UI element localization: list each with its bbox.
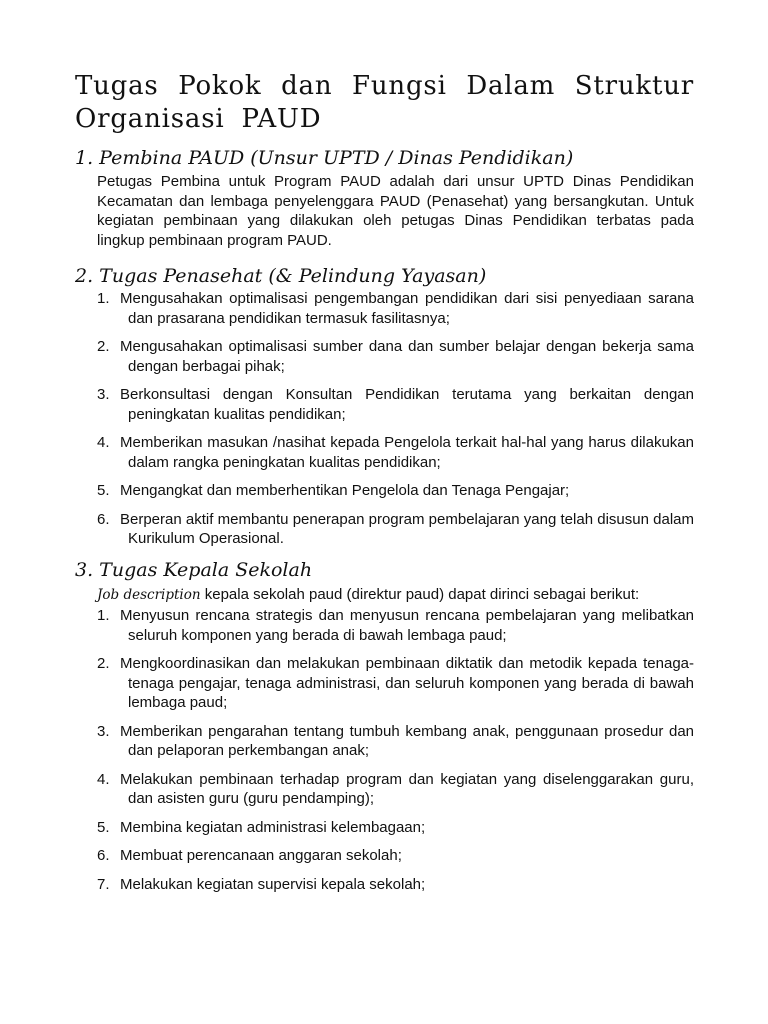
list-item	[75, 481, 694, 501]
list-item	[75, 654, 694, 713]
section-pembina	[75, 146, 694, 250]
list-item-number: 5.	[97, 482, 110, 499]
list-item-text: Memberikan masukan /nasihat kepada Pengelola terkait hal-hal yang harus dilakukan dalam rangka peningkatan kualitas pendidikan;	[120, 434, 694, 471]
list-item-number: 2.	[97, 338, 110, 355]
list-item-text: Mengusahakan optimalisasi pengembangan pendidikan dari sisi penyediaan sarana dan prasarana pendidikan termasuk fasilitasnya;	[120, 290, 694, 327]
list-item	[75, 606, 694, 645]
list-item	[75, 289, 694, 328]
list-item-number: 6.	[97, 847, 110, 864]
title-line-1: Tugas Pokok dan Fungsi Dalam Struktur	[75, 71, 694, 101]
list-item-number: 3.	[97, 386, 110, 403]
list-item-text: Membina kegiatan administrasi kelembagaan;	[120, 818, 426, 836]
list-item	[75, 875, 694, 895]
kepala-sekolah-list	[75, 606, 694, 894]
list-item-number: 1.	[97, 607, 110, 624]
list-item-text: Mengangkat dan memberhentikan Pengelola dan Tenaga Pengajar;	[120, 482, 570, 499]
section-paragraph: Petugas Pembina untuk Program PAUD adalah dari unsur UPTD Dinas Pendidikan Kecamatan dan lembaga penyelenggara PAUD (Penasehat) yang bersangkutan. Untuk kegiatan pembinaan yang dilakukan oleh petugas Dinas Pendidikan terbatas pada lingkup pembinaan program PAUD.	[97, 173, 694, 249]
intro-rest: kepala sekolah paud (direktur paud) dapat dirinci sebagai berikut:	[200, 585, 640, 603]
list-item-number: 1.	[97, 290, 110, 307]
list-item-number: 3.	[97, 722, 110, 740]
list-item-text: Mengkoordinasikan dan melakukan pembinaan diktatik dan metodik kepada tenaga-tenaga pengajar, tenaga administrasi, dan seluruh komponen yang berada di bawah lembaga paud;	[120, 655, 694, 711]
document-page	[75, 70, 694, 903]
list-item-text: Menyusun rencana strategis dan menyusun rencana pembelajaran yang melibatkan seluruh komponen yang berada di bawah lembaga paud;	[120, 607, 694, 644]
list-item	[75, 770, 694, 809]
list-item-text: Mengusahakan optimalisasi sumber dana dan sumber belajar dengan bekerja sama dengan berbagai pihak;	[120, 338, 694, 375]
list-item-text: Melakukan pembinaan terhadap program dan kegiatan yang diselenggarakan guru, dan asisten guru (guru pendamping);	[120, 770, 694, 807]
section-kepala-sekolah	[75, 558, 694, 895]
section-intro	[97, 585, 694, 606]
list-item-number: 4.	[97, 434, 110, 451]
list-item	[75, 818, 694, 838]
section-heading: 1. Pembina PAUD (Unsur UPTD / Dinas Pendidikan)	[75, 147, 574, 169]
list-item-number: 7.	[97, 875, 110, 893]
list-item-text: Memberikan pengarahan tentang tumbuh kembang anak, penggunaan prosedur dan dan pelaporan perkembangan anak;	[120, 722, 694, 759]
intro-italic-lead: Job description	[97, 586, 201, 603]
document-title	[75, 70, 694, 136]
list-item-number: 5.	[97, 818, 110, 836]
list-item-text: Melakukan kegiatan supervisi kepala sekolah;	[120, 875, 426, 893]
list-item	[75, 337, 694, 376]
list-item-text: Membuat perencanaan anggaran sekolah;	[120, 847, 402, 864]
list-item-text: Berperan aktif membantu penerapan program pembelajaran yang telah disusun dalam Kurikulum Operasional.	[120, 510, 694, 547]
list-item-number: 4.	[97, 770, 110, 788]
list-item-number: 2.	[97, 655, 110, 672]
list-item	[75, 846, 694, 866]
list-item-number: 6.	[97, 510, 110, 528]
list-item	[75, 433, 694, 472]
list-item-text: Berkonsultasi dengan Konsultan Pendidikan terutama yang berkaitan dengan peningkatan kualitas pendidikan;	[120, 386, 694, 423]
list-item	[75, 385, 694, 424]
list-item	[75, 510, 694, 549]
list-item	[75, 722, 694, 761]
section-penasehat	[75, 264, 694, 549]
section-heading: 3. Tugas Kepala Sekolah	[75, 558, 313, 581]
section-heading: 2. Tugas Penasehat (& Pelindung Yayasan)	[75, 265, 487, 287]
title-line-2: Organisasi PAUD	[75, 104, 322, 134]
penasehat-list	[75, 289, 694, 549]
